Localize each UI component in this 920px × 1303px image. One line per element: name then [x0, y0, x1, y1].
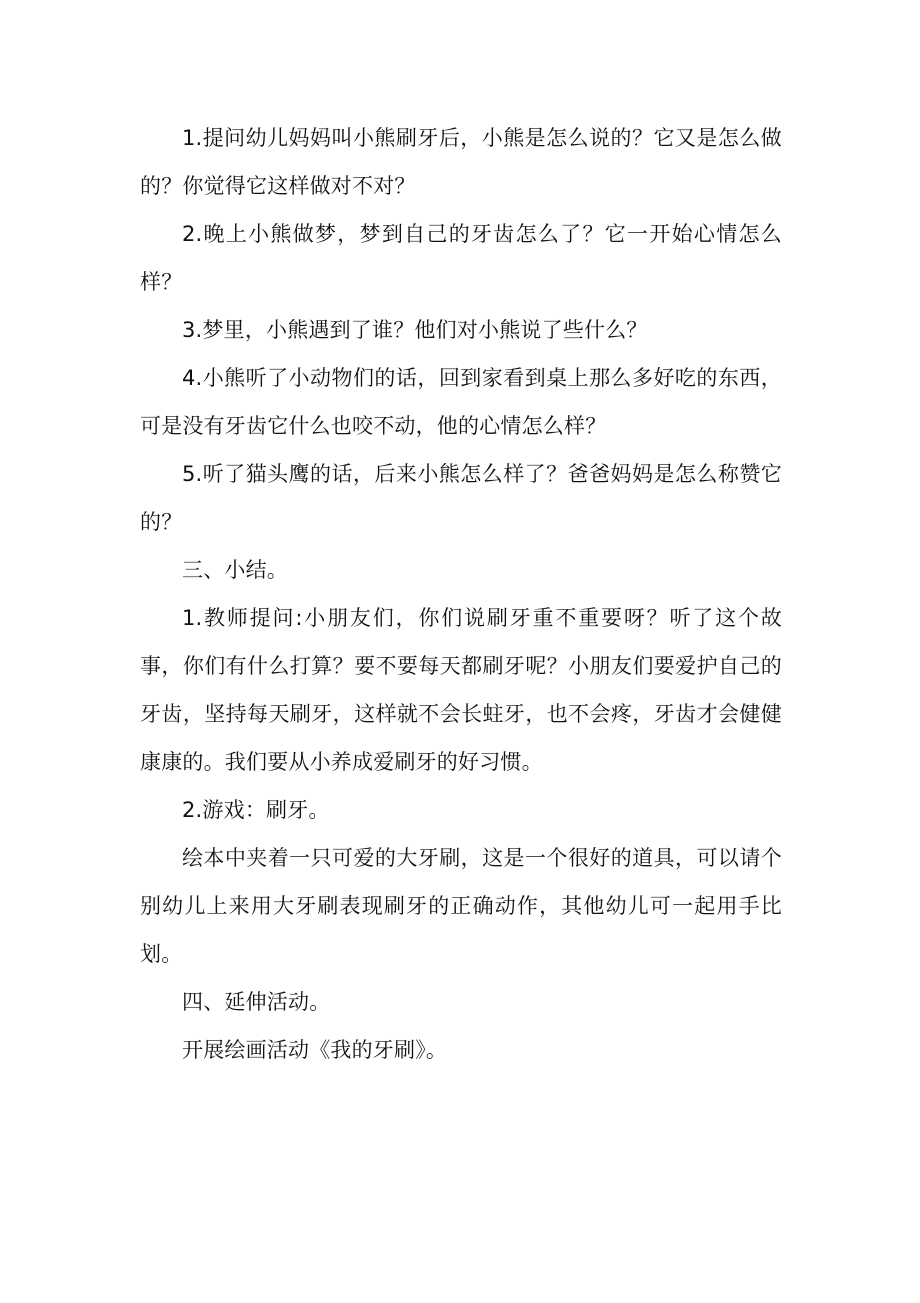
paragraph-question-1: 1.提问幼儿妈妈叫小熊刷牙后，小熊是怎么说的？它又是怎么做的？你觉得它这样做对不对？ — [140, 126, 782, 198]
paragraph-summary-1: 1.教师提问:小朋友们，你们说刷牙重不重要呀？听了这个故事，你们有什么打算？要不要每天都刷牙呢？小朋友们要爱护自己的牙齿，坚持每天刷牙，这样就不会长蛀牙，也不会疼，牙齿才会健健康康的。我们要从小养成爱刷牙的好习惯。 — [140, 606, 782, 774]
section-heading-summary: 三、小结。 — [182, 558, 288, 582]
document-body — [140, 114, 782, 1074]
paragraph-summary-2: 2.游戏：刷牙。 — [182, 798, 330, 822]
paragraph-game-description: 绘本中夹着一只可爱的大牙刷，这是一个很好的道具，可以请个别幼儿上来用大牙刷表现刷牙的正确动作，其他幼儿可一起用手比划。 — [140, 846, 782, 966]
paragraph-question-4: 4.小熊听了小动物们的话，回到家看到桌上那么多好吃的东西，可是没有牙齿它什么也咬不动，他的心情怎么样？ — [140, 366, 782, 438]
paragraph-extension-activity: 开展绘画活动《我的牙刷》。 — [182, 1038, 448, 1062]
paragraph-question-3: 3.梦里，小熊遇到了谁？他们对小熊说了些什么？ — [182, 318, 648, 342]
paragraph-question-5: 5.听了猫头鹰的话，后来小熊怎么样了？爸爸妈妈是怎么称赞它的？ — [140, 462, 782, 534]
section-heading-extension: 四、延伸活动。 — [182, 990, 331, 1014]
paragraph-question-2: 2.晚上小熊做梦，梦到自己的牙齿怎么了？它一开始心情怎么样？ — [140, 222, 782, 294]
